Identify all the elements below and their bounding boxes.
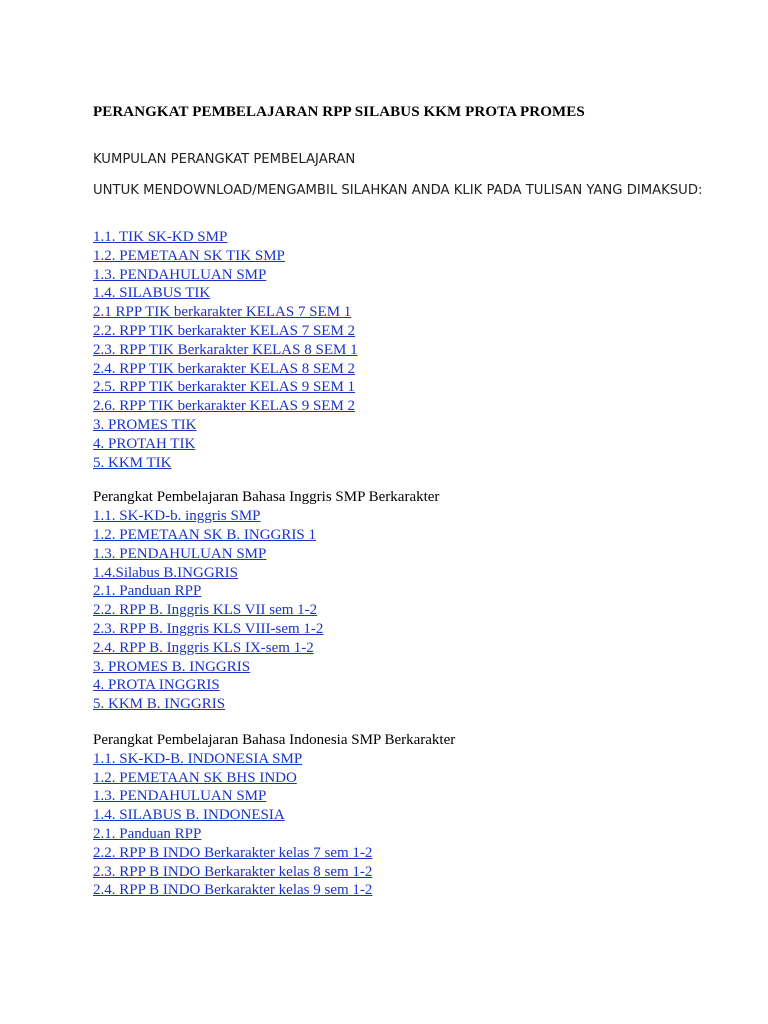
indonesia-link-list: [93, 750, 708, 900]
document-link[interactable]: 1.3. PENDAHULUAN SMP: [93, 266, 267, 283]
section-heading-indonesia: Perangkat Pembelajaran Bahasa Indonesia SMP Berkarakter: [93, 731, 456, 748]
document-link[interactable]: 2.4. RPP B INDO Berkarakter kelas 9 sem 1-2: [93, 882, 373, 899]
link-list-item: [93, 787, 708, 806]
link-list-item: [93, 658, 708, 677]
document-link[interactable]: 2.1 RPP TIK berkarakter KELAS 7 SEM 1: [93, 304, 352, 321]
link-list-item: [93, 676, 708, 695]
document-link[interactable]: 1.4.Silabus B.INGGRIS: [93, 564, 239, 581]
link-list-item: [93, 435, 708, 454]
document-link[interactable]: 2.3. RPP TIK Berkarakter KELAS 8 SEM 1: [93, 341, 358, 358]
document-link[interactable]: 5. KKM TIK: [93, 454, 172, 471]
link-list-item: [93, 284, 708, 303]
document-link[interactable]: 1.3. PENDAHULUAN SMP: [93, 545, 267, 562]
document-link[interactable]: 2.2. RPP TIK berkarakter KELAS 7 SEM 2: [93, 322, 356, 339]
link-list-item: [93, 360, 708, 379]
document-link[interactable]: 4. PROTA INGGRIS: [93, 677, 220, 694]
document-link[interactable]: 2.3. RPP B. Inggris KLS VIII-sem 1-2: [93, 620, 324, 637]
link-list-item: [93, 881, 708, 900]
document-link[interactable]: 1.4. SILABUS B. INDONESIA: [93, 807, 285, 824]
link-list-item: [93, 695, 708, 714]
document-link[interactable]: 1.2. PEMETAAN SK BHS INDO: [93, 769, 297, 786]
document-link[interactable]: 1.1. SK-KD-B. INDONESIA SMP: [93, 750, 303, 767]
document-link[interactable]: 2.3. RPP B INDO Berkarakter kelas 8 sem 1-2: [93, 863, 373, 880]
spacer: [93, 714, 708, 731]
link-list-item: [93, 322, 708, 341]
link-list-item: [93, 397, 708, 416]
document-link[interactable]: 1.2. PEMETAAN SK TIK SMP: [93, 247, 285, 264]
link-list-item: [93, 416, 708, 435]
link-list-item: [93, 378, 708, 397]
document-link[interactable]: 4. PROTAH TIK: [93, 435, 196, 452]
document-link[interactable]: 2.4. RPP TIK berkarakter KELAS 8 SEM 2: [93, 360, 356, 377]
tik-link-list: [93, 228, 708, 472]
document-link[interactable]: 1.4. SILABUS TIK: [93, 285, 211, 302]
link-list-item: [93, 620, 708, 639]
instruction-text: UNTUK MENDOWNLOAD/MENGAMBIL SILAHKAN ANDA KLIK PADA TULISAN YANG DIMAKSUD:: [93, 183, 703, 198]
link-list-item: [93, 863, 708, 882]
link-list-item: [93, 806, 708, 825]
document-link[interactable]: 2.1. Panduan RPP: [93, 825, 202, 842]
document-link[interactable]: 2.2. RPP B. Inggris KLS VII sem 1-2: [93, 602, 318, 619]
link-list-item: [93, 825, 708, 844]
link-list-item: [93, 341, 708, 360]
link-list-item: [93, 247, 708, 266]
link-list-item: [93, 750, 708, 769]
document-link[interactable]: 2.5. RPP TIK berkarakter KELAS 9 SEM 1: [93, 379, 356, 396]
link-list-item: [93, 601, 708, 620]
document-link[interactable]: 3. PROMES TIK: [93, 416, 197, 433]
section-heading-inggris: Perangkat Pembelajaran Bahasa Inggris SMP Berkarakter: [93, 489, 440, 506]
link-list-item: [93, 526, 708, 545]
document-link[interactable]: 2.1. Panduan RPP: [93, 583, 202, 600]
document-link[interactable]: 5. KKM B. INGGRIS: [93, 696, 226, 713]
document-link[interactable]: 1.1. SK-KD-b. inggris SMP: [93, 508, 261, 525]
link-list-item: [93, 769, 708, 788]
link-list-item: [93, 639, 708, 658]
link-list-item: [93, 454, 708, 473]
document-link[interactable]: 1.3. PENDAHULUAN SMP: [93, 788, 267, 805]
link-list-item: [93, 266, 708, 285]
document-link[interactable]: 2.6. RPP TIK berkarakter KELAS 9 SEM 2: [93, 398, 356, 415]
link-list-item: [93, 228, 708, 247]
page-title: PERANGKAT PEMBELAJARAN RPP SILABUS KKM PROTA PROMES: [93, 104, 585, 120]
link-list-item: [93, 507, 708, 526]
spacer: [93, 472, 708, 488]
document-link[interactable]: 1.2. PEMETAAN SK B. INGGRIS 1: [93, 526, 316, 543]
document-link[interactable]: 2.2. RPP B INDO Berkarakter kelas 7 sem 1-2: [93, 844, 373, 861]
link-list-item: [93, 582, 708, 601]
document-link[interactable]: 3. PROMES B. INGGRIS: [93, 658, 251, 675]
document-link[interactable]: 2.4. RPP B. Inggris KLS IX-sem 1-2: [93, 639, 314, 656]
inggris-link-list: [93, 507, 708, 714]
link-list-item: [93, 545, 708, 564]
link-list-item: [93, 303, 708, 322]
link-list-item: [93, 564, 708, 583]
subtitle: KUMPULAN PERANGKAT PEMBELAJARAN: [93, 152, 356, 167]
document-link[interactable]: 1.1. TIK SK-KD SMP: [93, 229, 228, 245]
link-list-item: [93, 844, 708, 863]
